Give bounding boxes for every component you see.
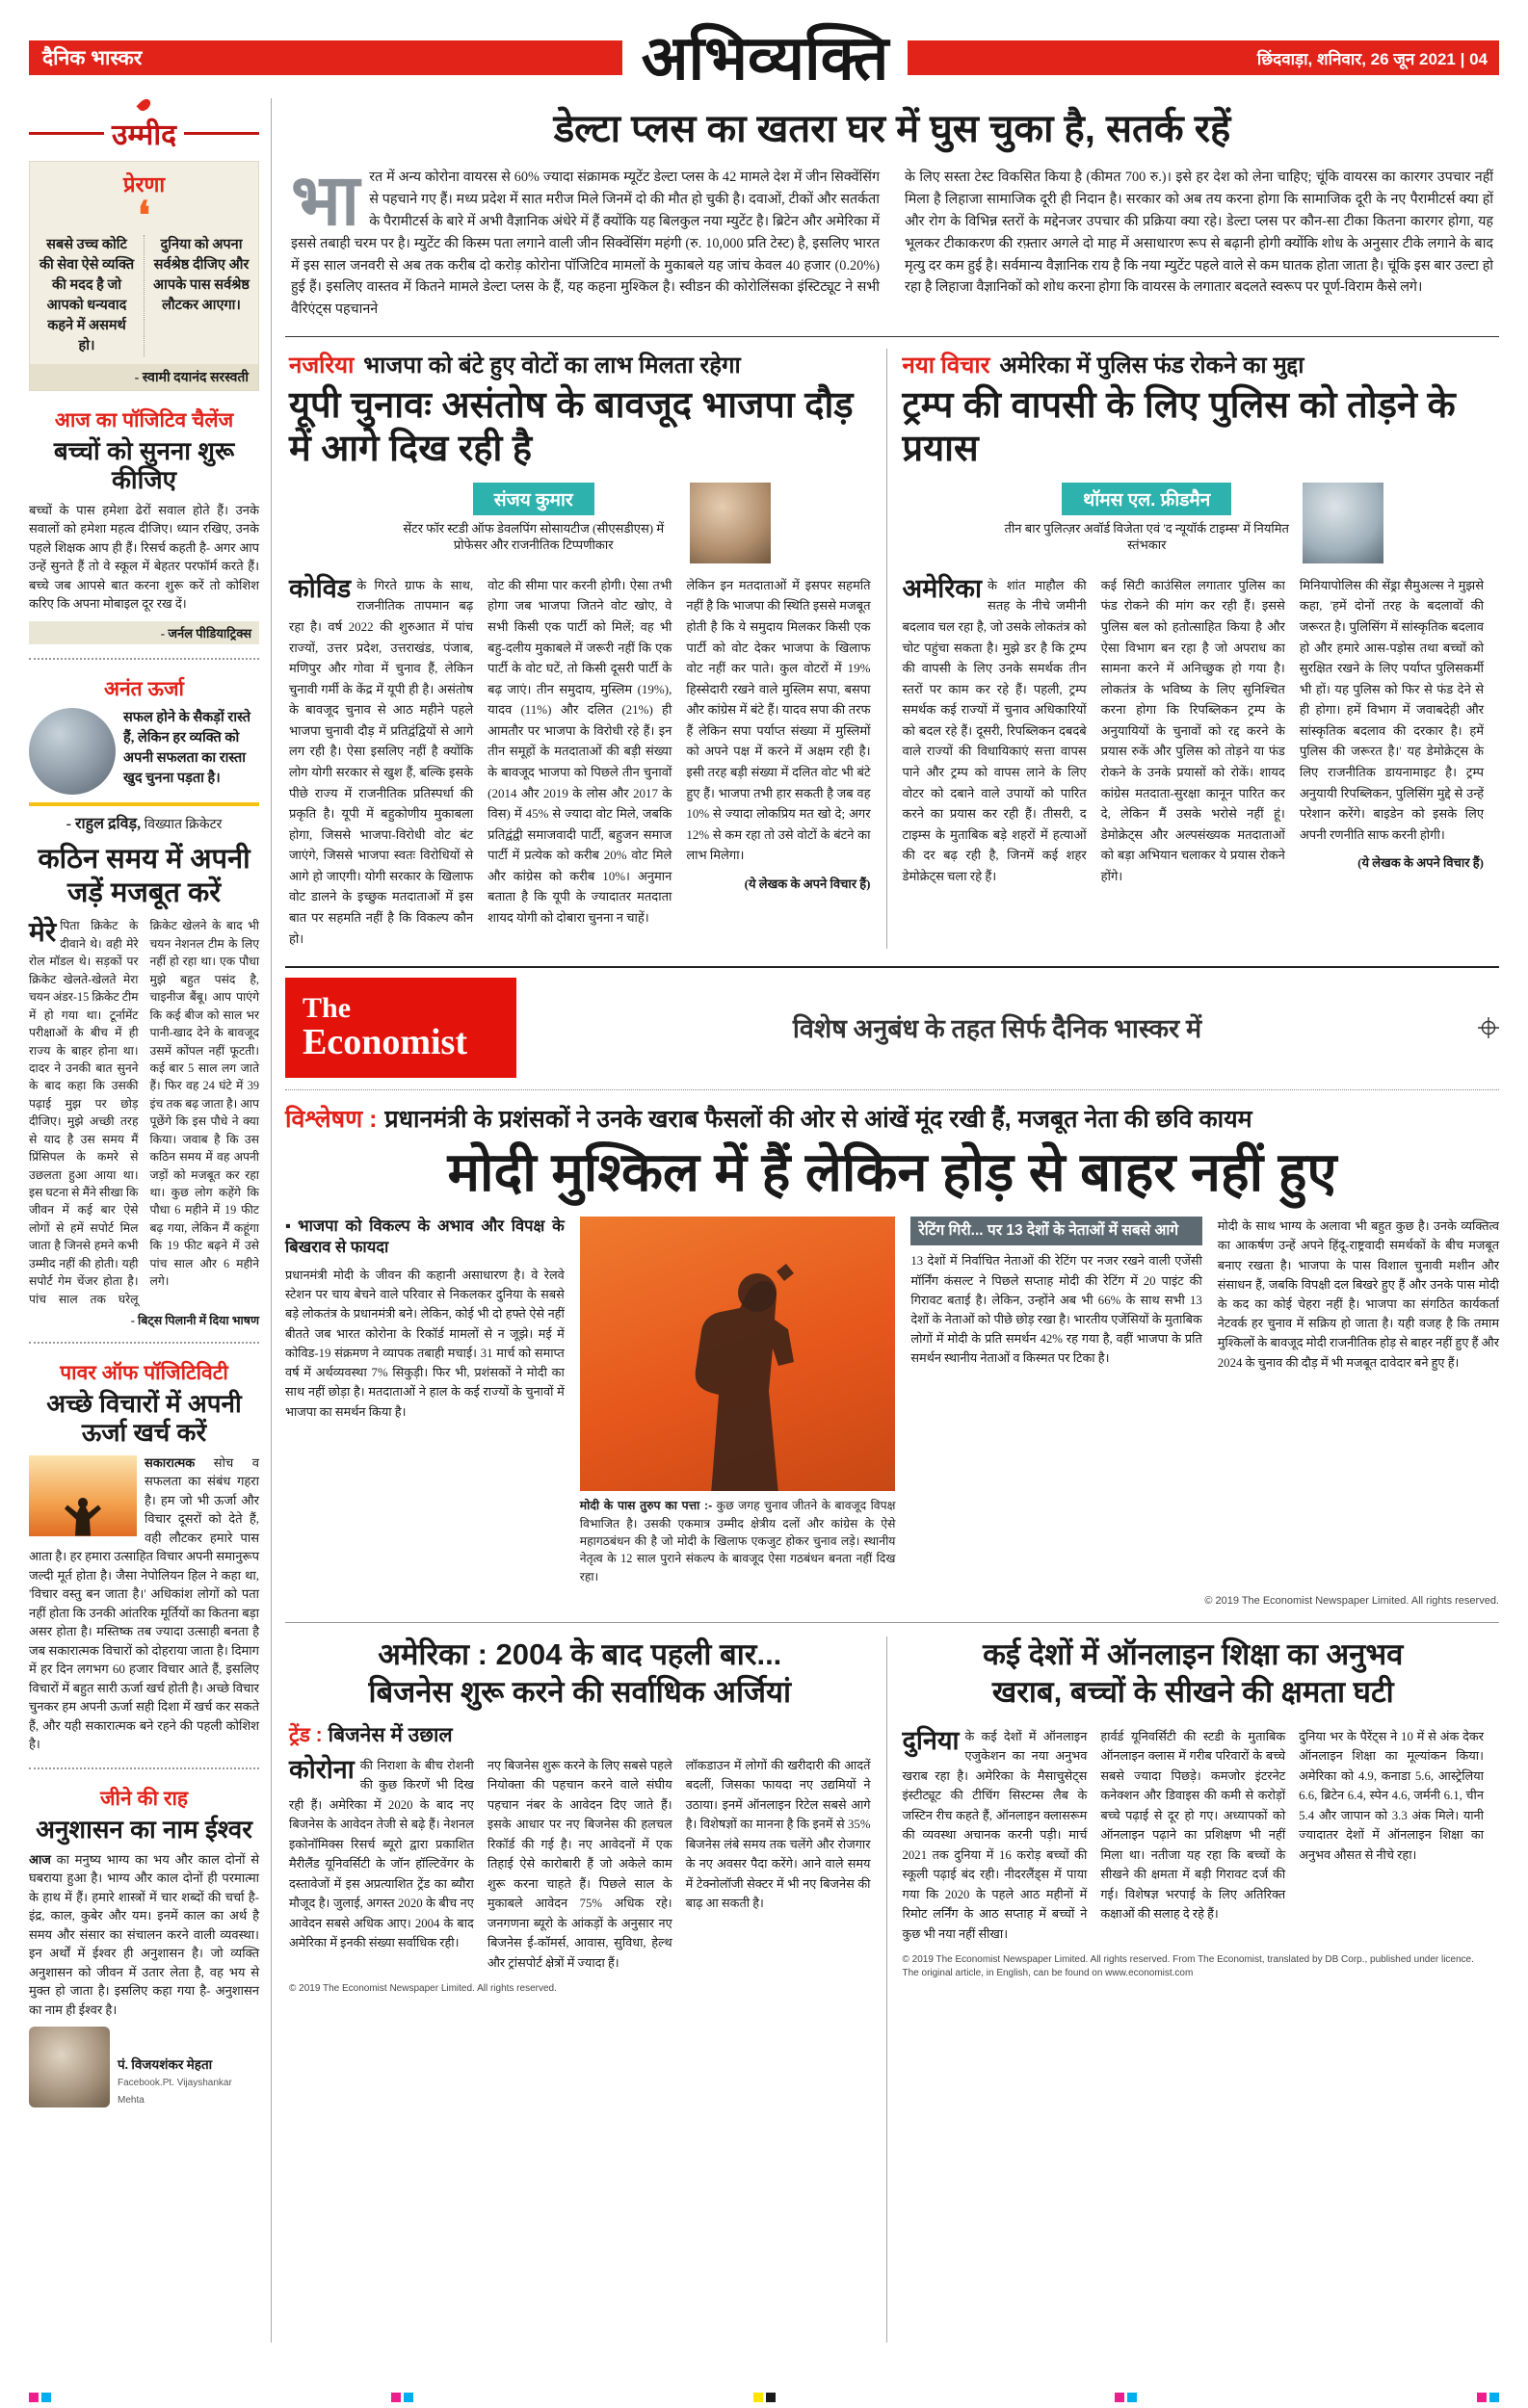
brand-bar <box>29 40 622 75</box>
naya-vichar-kicker-text: अमेरिका में पुलिस फंड रोकने का मुद्दा <box>999 353 1304 380</box>
vishleshan-text: प्रधानमंत्री के प्रशंसकों ने उनके खराब फैसलों की ओर से आंखें मूंद रखी हैं, मजबूत नेता की छवि कायम <box>384 1105 1252 1133</box>
rule-line <box>184 132 259 135</box>
education-col3: दुनिया भर के पैरेंट्स ने 10 में से अंक देकर ऑनलाइन शिक्षा का मूल्यांकन किया। अमेरिका को 4.9, कनाडा 5.6, आस्ट्रेलिया 6.6, ब्रिटेन 6.4, स्पेन 4.6, जर्मनी 6.1, चीन 5.4 और जापान को 3.3 अंक मिले। यानी ज्यादातर देशों में ऑनलाइन शिक्षा का अनुभव औसत से नीचे रहा। <box>1299 1729 1484 1862</box>
author-description: सेंटर फॉर स्टडी ऑफ डेवलपिंग सोसायटीज (सीएसडीएस) में प्रोफेसर और राजनीतिक टिप्पणीकार <box>403 520 665 553</box>
section-divider <box>29 1342 259 1344</box>
modi-col1 <box>285 1217 565 1585</box>
ummeed-ornament-icon <box>136 97 152 114</box>
delta-headline: डेल्टा प्लस का खतरा घर में घुस चुका है, सतर्क रहें <box>553 108 1231 150</box>
nazariya-byline <box>289 483 871 563</box>
delta-col1 <box>291 160 880 321</box>
prerna-box <box>29 161 259 391</box>
nazariya-kicker-text: भाजपा को बंटे हुए वोटों का लाभ मिलता रहेगा <box>363 353 741 380</box>
anant-urja-section <box>29 675 259 1328</box>
author-name: थॉमस एल. फ्रीडमैन <box>1062 483 1231 515</box>
delta-col2: के लिए सस्ता टेस्ट विकसित किया है (कीमत 700 रु.)। इसे हर देश को लेना चाहिए; चूंकि वायरस का कारगर उपचार नहीं मिला है लिहाजा सामाजिक दूरी ही निदान है। सरकार को अब तय करना होगा कि सामाजिक दूरी के नए पैरामीटर्स क्या हों और रोग के विभिन्न स्तरों के मद्देनजर उपचार की प्रक्रिया क्या रहे। डेल्टा प्लस पर कौन-सा टीका कितना कारगर होगा, यह भूलकर टीकाकरण की रफ़्तार अगले दो माह में असाधारण रूप से बढ़ानी होगी क्योंकि शोध के अनुसार टीके लगाने के बाद मृत्यु दर कम हुई है। सर्वमान्य वैज्ञानिक राय है कि नया म्युटेंट पहले वाले से कम घातक होता जाता है। चूंकि इस बार उल्टा हो रहा है लिहाजा वैज्ञानिकों को शोध करना होगा कि वायरस के लगातार बदलते स्वरूप पर पूर्ण-विराम कैसे लगे। <box>905 170 1493 296</box>
jeene-lead: आज <box>29 1851 51 1867</box>
nazariya-leadword: कोविड <box>289 573 352 603</box>
vishleshan-label: विश्लेषण : <box>285 1105 378 1133</box>
business-text1: की निराशा के बीच रोशनी की कुछ किरणें भी दिख रही हैं। अमेरिका में 2020 के बाद नए बिजनेस के आवेदन तेजी से बढ़े हैं। नेशनल इकोनॉमिक्स रिसर्च ब्यूरो द्वारा प्रकाशित मैरीलैंड यूनिवर्सिटी के जॉन हॉल्टिवेंगर के दस्तावेजों में इस अप्रत्याशित ट्रेंड का ब्यौरा मौजूद है। जुलाई, अगस्त 2020 के बीच नए आवेदन सबसे अधिक आए। 2004 के बाद अमेरिका में इनकी संख्या सर्वाधिक रही। <box>289 1758 474 1950</box>
author-description: तीन बार पुलित्ज़र अवॉर्ड विजेता एवं 'द न्यूयॉर्क टाइम्स' में नियमित स्तंभकार <box>1004 520 1289 553</box>
date-bar <box>908 40 1499 75</box>
challenge-headline: बच्चों को सुनना शुरू कीजिए <box>53 436 235 494</box>
mehta-caption <box>118 2055 259 2107</box>
naya-vichar-col1 <box>903 575 1087 887</box>
mehta-credit: Facebook.Pt. Vijayshankar Mehta <box>118 2078 232 2107</box>
paper-name: दैनिक भास्कर <box>42 47 143 69</box>
modi-col4: मोदी के साथ भाग्य के अलावा भी बहुत कुछ है। उनके व्यक्तित्व का आकर्षण उन्हें अपने हिंदू-राष्ट्रवादी समर्थकों के बीच मजबूत बनाए रखता है। भाजपा के पास विशाल चुनावी मशीन और संसाधन हैं, जबकि विपक्षी दल बिखरे हुए हैं और उनके पास मोदी के कद का कोई चेहरा नहीं है। भाजपा का संगठित कार्यकर्ता नेटवर्क हर चुनाव में सक्रिय हो जाता है। यही वजह है कि तमाम मुश्किलों के बावजूद मोदी राजनीतिक होड़ से बाहर नहीं हुए हैं और 2024 के चुनाव की दौड़ में भी मजबूत दावेदार बने हुए हैं। <box>1217 1219 1499 1370</box>
prerna-title: प्रेरणा <box>122 172 166 196</box>
business-headline-line2: बिजनेस शुरू करने की सर्वाधिक अर्जियां <box>368 1675 791 1710</box>
nazariya-col1 <box>289 575 473 949</box>
modi-lead-body: प्रधानमंत्री मोदी के जीवन की कहानी असाधारण है। वे रेलवे स्टेशन पर चाय बेचने वाले परिवार से निकलकर दुनिया के सबसे बड़े लोकतंत्र के प्रधानमंत्री बने। लेकिन, कोई भी दो हफ्ते ऐसे नहीं बीतते जब भारत कोरोना के रिकॉर्ड मामलों से न जूझे। मई में कोविड-19 संक्रमण ने व्यापक तबाही मचाई। 31 मार्च को समाप्त वर्ष में अर्थव्यवस्था 7% सिकुड़ी। फिर भी, प्रशंसकों ने मोदी का साथ नहीं छोड़ा है। मतदाताओं ने हाल के कई राज्यों के चुनावों में भाजपा का समर्थन किया है। <box>285 1269 565 1419</box>
challenge-kicker: आज का पॉजिटिव चैलेंज <box>54 409 234 432</box>
print-registration-mark <box>753 2393 776 2402</box>
education-headline-line2: खराब, बच्चों के सीखने की क्षमता घटी <box>991 1675 1394 1710</box>
section-divider <box>29 1767 259 1769</box>
ummeed-label: उम्मीद <box>111 119 177 151</box>
main-column <box>285 98 1499 2343</box>
yellow-rule <box>29 802 259 806</box>
power-text: सोच व सफलता का संबंध गहरा है। हम जो भी ऊर्जा और विचार दूसरों को देते हैं, वही लौटकर हमारे पास आता है। हर हमारा उत्साहित विचार अपनी समानुरूप जल्दी मूर्त होता है। जैसा नेपोलियन हिल ने कहा था, 'विचार वस्तु बन जाता है।' अधिकांश लोगों को पता नहीं होता कि उनकी आंतरिक मूर्तियों का कितना बड़ा असर होता है। मस्तिष्क तब ज्यादा उत्साही बनता है जब सकारात्मक विचारों को दोहराया जाता है। दिमाग में हर दिन लगभग 60 हजार विचार आते हैं, इसलिए विचारों में बहुत सारी ऊर्जा खर्च होती है। अच्छे विचार चुनकर हम अपनी ऊर्जा सही दिशा में खर्च कर सकते हैं, और यही सकारात्मक बने रहने की पहली कोशिश है। <box>29 1454 259 1752</box>
naya-vichar-label: नया विचार <box>902 353 990 380</box>
jeene-body <box>29 1850 259 2020</box>
modi-photo-group <box>580 1217 896 1585</box>
anant-quote: सफल होने के सैकड़ों रास्ते हैं, लेकिन हर व्यक्ति को अपनी सफलता का रास्ता खुद चुनना पड़ता है। <box>123 709 250 786</box>
modi-rating-box <box>910 1217 1201 1585</box>
dravid-attribution: - बिट्स पिलानी में दिया भाषण <box>130 1314 259 1328</box>
modi-lead-title: ▪ भाजपा को विकल्प के अभाव और विपक्ष के बिखराव से फायदा <box>285 1217 565 1256</box>
naya-vichar-leadword: अमेरिका <box>902 573 983 603</box>
print-registration-mark <box>1477 2393 1499 2402</box>
business-leadword: कोरोना <box>289 1754 355 1784</box>
education-headline-line1: कई देशों में ऑनलाइन शिक्षा का अनुभव <box>983 1637 1404 1672</box>
modi-caption-title: मोदी के पास तुरुप का पत्ता :- <box>579 1499 713 1513</box>
left-sidebar <box>29 98 272 2343</box>
naya-vichar-headline: ट्रम्प की वापसी के लिए पुलिस को तोड़ने के प्रयास <box>902 385 1456 469</box>
modi-photo <box>580 1217 896 1491</box>
jeene-headline: अनुशासन का नाम ईश्वर <box>36 1814 252 1844</box>
dravid-headline: कठिन समय में अपनी जड़ें मजबूत करें <box>38 843 250 908</box>
quote-left: सबसे उच्च कोटि की सेवा ऐसे व्यक्ति की मदद है जो आपको धन्यवाद कहने में असमर्थ हो। <box>39 237 135 354</box>
business-col2: नए बिजनेस शुरू करने के लिए सबसे पहले नियोक्ता की पहचान करने वाले संघीय पहचान नंबर के आवेदन दिए जाते हैं। इसके आधार पर नए बिजनेस की हलचल रिकॉर्ड की गई है। नए आवेदनों में एक तिहाई ऐसे कारोबारी हैं जो अकेले काम शुरू करना चाहते हैं। पिछले साल के मुकाबले आवेदन 75% अधिक रहे। जनगणना ब्यूरो के आंकड़ों के अनुसार नए बिजनेस ई-कॉमर्स, आवास, सुविधा, हेल्थ और ट्रांसपोर्ट क्षेत्रों में ज्यादा हैं। <box>487 1758 672 1970</box>
delta-dropcap: भा <box>291 160 360 240</box>
page-title: अभिव्यक्ति <box>641 23 889 92</box>
anant-author-role: विख्यात क्रिकेटर <box>144 817 223 832</box>
anant-kicker: अनंत ऊर्जा <box>103 677 184 700</box>
education-leadword: दुनिया <box>902 1725 960 1755</box>
economist-tagline: विशेष अनुबंध के तहत सिर्फ दैनिक भास्कर में <box>792 1014 1202 1044</box>
power-kicker: पावर ऑफ पॉजिटिविटी <box>60 1362 228 1385</box>
trend-text: बिजनेस में उछाल <box>328 1723 453 1746</box>
economist-logo <box>285 978 516 1077</box>
nazariya-article <box>285 349 887 949</box>
anant-author: - राहुल द्रविड़, <box>66 815 142 832</box>
economist-band <box>285 966 1499 1089</box>
business-headline-line1: अमेरिका : 2004 के बाद पहली बार... <box>378 1637 782 1672</box>
print-registration-marks <box>29 2393 1499 2402</box>
nazariya-text3: लेकिन इन मतदाताओं में इसपर सहमति नहीं है कि भाजपा की स्थिति इससे मजबूत होती है कि ये समुदाय मिलकर किसी एक पार्टी को वोट देकर भाजपा के खिलाफ वोट नहीं कर पाते। कुल वोटरों में 19% हिस्सेदारी रखने वाले मुस्लिम सपा, बसपा और कांग्रेस में बंटे हैं। यादव सपा की तरफ हैं लेकिन सपा पर्याप्त संख्या में मुस्लिमों को अपने पक्ष में करने में अक्षम रही है। इसी तरह बड़ी संख्या में दलित वोट भी बंटे हुए हैं। भाजपा तभी हार सकती है जब वह 10% से ज्यादा लोकप्रिय मत खो दे; अगर 12% से कम रहा तो उसे वोटों के बंटने का लाभ मिलेगा। <box>686 577 871 863</box>
trend-label: ट्रेंड : <box>289 1723 323 1746</box>
nazariya-col3 <box>686 575 870 949</box>
nazariya-outro: (ये लेखक के अपने विचार हैं) <box>744 876 871 891</box>
power-body <box>29 1453 259 1754</box>
masthead-bar <box>29 23 1499 92</box>
rule-line <box>29 132 104 135</box>
education-col2: हार्वर्ड यूनिवर्सिटी की स्टडी के मुताबिक ऑनलाइन क्लास में गरीब परिवारों के बच्चे सबसे ज्यादा पिछड़े। कमजोर इंटरनेट कनेक्शन और डिवाइस की कमी से करोड़ों बच्चे पढ़ाई से दूर हो गए। अध्यापकों को ऑनलाइन पढ़ाने का प्रशिक्षण भी नहीं मिला था। नतीजा यह रहा कि बच्चों के सीखने की क्षमता में बड़ी गिरावट दर्ज की गई। विशेषज्ञ भरपाई के लिए अतिरिक्त कक्षाओं की सलाह दे रहे हैं। <box>1100 1729 1286 1922</box>
challenge-attribution: - जर्नल पीडियाट्रिक्स <box>29 621 259 644</box>
nazariya-text1: के गिरते ग्राफ के साथ, राजनीतिक तापमान बढ़ रहा है। वर्ष 2022 की शुरुआत में पांच राज्यों, उत्तर प्रदेश, उत्तराखंड, पंजाब, मणिपुर और गोवा में चुनाव हैं, लेकिन चुनावी गर्मी के केंद्र में यूपी ही है। असंतोष के बावजूद चुनाव से आठ महीने पहले भाजपा चुनावी दौड़ में प्रतिद्वंद्वियों से आगे लग रही है। ऐसा इसलिए नहीं है क्योंकि लोग योगी सरकार से खुश हैं, बल्कि इसके पीछे राज्य में राजनीतिक प्रतिस्पर्धा की प्रकृति है। यूपी में बहुकोणीय मुकाबला होगा, जिससे भाजपा-विरोधी वोट बंट जाएंगे, जिससे भाजपा स्वतः विरोधियों से आगे हो जाएगी। योगी सरकार के खिलाफ वोट डालने के इच्छुक मतदाताओं में इस बात पर सहमति नहीं है कि विकल्प कौन हो। <box>289 577 474 946</box>
economist-copyright: © 2019 The Economist Newspaper Limited. All rights reserved. <box>1204 1595 1499 1608</box>
author-name: संजय कुमार <box>473 483 594 515</box>
nazariya-headline: यूपी चुनावः असंतोष के बावजूद भाजपा दौड़ में आगे दिख रही है <box>289 385 854 469</box>
naya-vichar-byline <box>903 483 1485 563</box>
nazariya-col2: वोट की सीमा पार करनी होगी। ऐसा तभी होगा जब भाजपा जितने वोट खोए, वे सभी किसी एक पार्टी को मिलें; वह भी बहु-दलीय मुकाबले में जरूरी नहीं कि एक पार्टी के वोट घटें, तो किसी दूसरी पार्टी के बढ़ जाएं। तीन समुदाय, मुस्लिम (19%), यादव (11%) और दलित (21%) ही आमतौर पर भाजपा के विरोधी रहे हैं। इन तीन समूहों के मतदाताओं की बड़ी संख्या के बावजूद भाजपा को पिछले तीन चुनावों (2014 और 2019 के लोस और 2017 के विस) में 45% से ज्यादा वोट मिले, जबकि प्रतिद्वंद्वी समाजवादी पार्टी, बहुजन समाज पार्टी में प्रत्येक को करीब 20% वोट मिले और कांग्रेस को करीब 10%। अनुमान बताता है कि यूपी के ज्यादातर मतदाता शायद योगी को दोबारा चुनना न चाहें। <box>487 577 672 926</box>
rating-box-title: रेटिंग गिरी... पर 13 देशों के नेताओं में सबसे आगे <box>910 1217 1201 1245</box>
thomas-friedman-photo <box>1303 483 1383 563</box>
economist-logo-line2: Economist <box>303 1021 467 1062</box>
quote-divider <box>144 235 145 356</box>
delta-text1: रत में अन्य कोरोना वायरस से 60% ज्यादा संक्रामक म्यूटेंट डेल्टा प्लस के 42 मामले देश में जीन सिक्वेंसिंग से पहचाने गए हैं। मध्य प्रदेश में सात मरीज मिले जिनमें दो की मौत हो चुकी है। दवाओं, टीकों और सतर्कता के पैरामीटर्स के बारे में अभी वैज्ञानिक अंधेरे में हैं क्योंकि यह बिलकुल नया म्युटेंट है। ब्रिटेन और अमेरिका में इससे तबाही चरम पर है। म्युटेंट की किस्म पता लगाने वाली जीन सिक्वेंसिंग महंगी (रु. 10,000 प्रति टेस्ट) है, इसलिए भारत में इस साल जनवरी से अब तक करीब दो करोड़ कोरोना पॉजिटिव मामलों के मुकाबले यह जांच केवल 40 हजार (0.20%) हुई हैं। इसलिए वास्तव में कितने मामले डेल्टा प्लस के हैं, यह कहना मुश्किल है। स्वीडन की कोरोलिंसका इंस्टिट्यूट ने सभी वैरिएंट्स पहचानने <box>291 170 880 318</box>
modi-raised-fist-silhouette-icon <box>642 1264 834 1491</box>
jeene-ki-raah-section <box>29 1785 259 2107</box>
business-kicker <box>289 1721 871 1748</box>
print-registration-mark <box>1115 2393 1137 2402</box>
education-article <box>887 1636 1500 2343</box>
business-col3: लॉकडाउन में लोगों की खरीदारी की आदतें बदलीं, जिसका फायदा नए उद्यमियों ने उठाया। इनमें ऑनलाइन रिटेल सबसे आगे है। विशेषज्ञों का मानना है कि इनमें से 35% बिजनेस लंबे समय तक चलेंगे और रोजगार के नए अवसर पैदा करेंगे। आने वाले समय में टेक्नोलॉजी सेक्टर में भी नए बिजनेस की बाढ़ आ सकती है। <box>685 1758 871 1911</box>
bottom-article-row <box>285 1622 1499 2343</box>
person-arms-up-silhouette-icon <box>49 1484 117 1536</box>
naya-vichar-col3 <box>1300 575 1484 887</box>
quote-mark-icon: ❛ <box>138 194 150 237</box>
naya-vichar-article <box>887 349 1500 949</box>
modi-photo-caption <box>580 1497 896 1585</box>
education-col1 <box>903 1727 1088 1944</box>
nazariya-label: नजरिया <box>289 353 355 380</box>
power-of-positivity-section <box>29 1359 259 1754</box>
dateline: छिंदवाड़ा, शनिवार, 26 जून 2021 | 04 <box>1256 49 1488 68</box>
dravid-text: पिता क्रिकेट के दीवाने थे। वही मेरे रोल मॉडल थे। सड़कों पर क्रिकेट खेलते-खेलते मेरा चयन अंडर-15 क्रिकेट टीम में हो गया था। टूर्नामेंट परीक्षाओं के बीच में ही राज्य के बाहर होना था। दादर ने उनकी बात सुनने के बाद कहा कि उसकी पढ़ाई मुझ पर छोड़ दीजिए। मुझे अच्छी तरह से याद है उस समय मैं प्रिंसिपल के कमरे से उछलता हुआ आया था। इस घटना से मैंने सीखा कि जीवन में कई बार ऐसे लोगों से हमें सपोर्ट मिल जाता है जिनसे हमने कभी उम्मीद नहीं की होती। यही सपोर्ट गेम चेंजर होता है। पांच साल तक घरेलू क्रिकेट खेलने के बाद भी चयन नेशनल टीम के लिए नहीं हो रहा था। एक पौधा मुझे बहुत पसंद है, चाइनीज बैंबू। आप पाएंगे कि कई बीज को साल भर पानी-खाद देने के बावजूद उसमें कोंपल नहीं फूटती। कई बार 5 साल लग जाते हैं। फिर वह 24 घंटे में 39 इंच तक बढ़ जाता है। आप पूछेंगे कि इस पौधे ने क्या किया। जवाब है कि उस कठिन समय में वह अपनी जड़ों को मजबूत कर रहा था। कुछ लोग कहेंगे कि पौधा 6 महीने में 19 फीट बढ़ गया, लेकिन मैं कहूंगा कि 19 फीट बढ़ने में उसे पांच साल और 6 महीने लगे। <box>29 919 259 1306</box>
anant-attribution <box>29 812 259 833</box>
naya-vichar-text3: मिनियापोलिस की सेंड्रा सैमुअल्स ने मुझसे कहा, 'हमें दोनों तरह के बदलावों की जरूरत है। पुलिसिंग में सांस्कृतिक बदलाव हो और हमारे आस-पड़ोस तथा बच्चों को सुरक्षित रखने के लिए पर्याप्त पुलिसकर्मी भी हों। यह पुलिस को फिर से फंड देने से ही होगा। हमें विभाग में जवाबदेही और सांस्कृतिक बदलाव की दरकार है। हमें पुलिस की जरूरत है।' यह डेमोक्रेट्स के लिए राजनीतिक डायनामाइट है। ट्रम्प अनुयायी रिपब्लिकन, पुलिसिंग मुद्दे से उन्हें परेशान करेंगे। बाइडेन को इसके लिए अपनी रणनीति साफ करनी होगी। <box>1299 577 1485 842</box>
oped-row <box>285 349 1499 949</box>
modi-headline: मोदी मुश्किल में हैं लेकिन होड़ से बाहर नहीं हुए <box>447 1140 1337 1202</box>
registration-cross-icon <box>1478 1017 1499 1038</box>
naya-vichar-text1: के शांत माहौल की सतह के नीचे जमीनी बदलाव चल रहा है, जो उसके लोकतंत्र को चोट पहुंचा सकता है। मुझे डर है कि ट्रम्प की वापसी के लिए उनके समर्थक तीन स्तरों पर काम कर रहे हैं। पहली, ट्रम्प समर्थक कई राज्यों में चुनाव अधिकारियों को बदल रहे हैं। दूसरी, रिपब्लिकन दबदबे वाले राज्यों की विधायिकाएं सत्ता वापस पाने और ट्रम्प को वापस लाने के लिए वोटर को दबाने वाले उपायों को पारित करने का प्रयास कर रही हैं। तीसरी, द टाइम्स के मुताबिक बड़े शहरों में हत्याओं की दर बढ़ रही है, जिनमें कई शहर डेमोक्रेट्स चला रहे हैं। <box>902 577 1087 883</box>
naya-vichar-kicker <box>903 349 1485 380</box>
vijayshankar-mehta-photo <box>29 2027 110 2107</box>
vishleshan-kicker <box>285 1102 1499 1135</box>
print-registration-mark <box>391 2393 413 2402</box>
quote-attribution: - स्वामी दयानंद सरस्वती <box>30 364 258 390</box>
positive-challenge-section <box>29 406 259 644</box>
section-divider <box>29 658 259 660</box>
economist-logo-line1: The <box>303 992 352 1025</box>
dravid-body <box>29 917 259 1308</box>
nazariya-kicker <box>289 349 871 380</box>
business-article <box>285 1636 887 2343</box>
rating-box-body: 13 देशों में निर्वाचित नेताओं की रेटिंग पर नजर रखने वाली एजेंसी मॉर्निंग कंसल्ट ने पिछले सप्ताह मोदी की रेटिंग में 20 पाइंट की गिरावट बताई है। लेकिन, उन्होंने अब भी 66% के साथ सभी 13 देशों के नेताओं को पीछे छोड़ रखा है। भारतीय एजेंसियों के मुताबिक लोगों में मोदी के प्रति समर्थन 42% रह गया है, वहीं भाजपा के प्रति समर्थन स्थानीय नेताओं व किस्मत पर टिका है। <box>910 1254 1202 1366</box>
print-registration-mark <box>29 2393 51 2402</box>
rahul-dravid-photo <box>29 708 116 795</box>
education-copyright: © 2019 The Economist Newspaper Limited. All rights reserved. From The Economist, translated by DB Corp., published under licence. The original article, in English, can be found on www.economist.com <box>902 1954 1474 1978</box>
naya-vichar-col2: कई सिटी काउंसिल लगातार पुलिस का फंड रोकने की मांग कर रही हैं। इससे पुलिस बल को हतोत्साहित किया है और ऐसा विभाग बन रहा है जो अपराध का सामना करने में अनिच्छुक हो गया है। लोकतंत्र के भविष्य के लिए सुनिश्चित करना होगा कि रिपब्लिकन ट्रम्प के अनुयायियों के चुनावों को रद्द करने के प्रयास रुकें और पुलिस को तोड़ने या फंड रोकने के उनके प्रयासों को रोकें। शायद कांग्रेस मतदाता-सुरक्षा कानून पारित कर दे, लेकिन मैं उसके भरोसे नहीं हूं। डेमोक्रेट्स और अल्पसंख्यक मतदाताओं को बड़ा अभियान चलाकर ये प्रयास रोकने होंगे। <box>1100 577 1285 883</box>
modi-caption-text: कुछ जगह चुनाव जीतने के बावजूद विपक्ष विभाजित है। उसकी एकमात्र उम्मीद क्षेत्रीय दलों और कांग्रेस के ऐसे महागठबंधन की है जो मोदी के खिलाफ एकजुट होकर चुनाव लड़े। स्थानीय नेतृत्व के 12 साल पुराने संकल्प के बावजूद ऐसा गठबंधन बनता नहीं दिख रहा। <box>579 1499 896 1584</box>
naya-vichar-outro: (ये लेखक के अपने विचार हैं) <box>1357 855 1485 871</box>
business-copyright: © 2019 The Economist Newspaper Limited. All rights reserved. <box>289 1983 557 1995</box>
dravid-dropcap: मेरे <box>29 917 57 948</box>
power-lead: सकारात्मक <box>145 1454 196 1470</box>
modi-analysis-article <box>285 1090 1499 1608</box>
power-headline: अच्छे विचारों में अपनी ऊर्जा खर्च करें <box>46 1389 242 1447</box>
quote-right: दुनिया को अपना सर्वश्रेष्ठ दीजिए और आपके पास सर्वश्रेष्ठ लौटकर आएगा। <box>153 237 250 314</box>
sunrise-arms-photo <box>29 1455 137 1536</box>
jeene-kicker: जीने की राह <box>99 1787 189 1810</box>
education-text1: के कई देशों में ऑनलाइन एजुकेशन का नया अनुभव खराब रहा है। अमेरिका के मैसाचुसेट्स इंस्टीट्यूट की टीचिंग सिस्टम्स लैब के जस्टिन रीच कहते हैं, ऑनलाइन क्लासरूम की व्यवस्था अचानक करनी पड़ी। मार्च 2021 तक दुनिया में 16 करोड़ बच्चों की स्कूली पढ़ाई बंद रही। नीदरलैंड्स में पाया गया कि 2020 के पहले आठ महीनों में रिमोट लर्निंग के आठ सप्ताह में बच्चों ने कुछ भी नया नहीं सीखा। <box>902 1729 1088 1941</box>
square-bullet-icon: ▪ <box>285 1217 295 1236</box>
ummeed-header <box>29 114 259 153</box>
delta-plus-article <box>285 98 1499 321</box>
sanjay-kumar-photo <box>690 483 771 563</box>
horizontal-rule <box>285 336 1499 337</box>
mehta-name: पं. विजयशंकर मेहता <box>118 2057 213 2073</box>
challenge-body: बच्चों के पास हमेशा ढेरों सवाल होते हैं। उनके सवालों को हमेशा महत्व दीजिए। ध्यान रखिए, उनके पहले शिक्षक आप ही हैं। रिसर्च कहती है- अगर आप उन्हें सुनते हैं तो वे स्कूल में बेहतर परफॉर्म करते हैं। बच्चे जब आपसे बात करना शुरू करें तो कोशिश करिए कि अपना मोबाइल दूर रख दें। <box>29 502 259 612</box>
business-col1 <box>289 1756 474 1973</box>
jeene-text: का मनुष्य भाग्य का भय और काल दोनों से घबराया हुआ है। भाग्य और काल दोनों ही परमात्मा के हाथ में हैं। हमारे शास्त्रों में चार शब्दों की चर्चा है- इंद्र, काल, कुबेर और यम। इनमें काल का अर्थ है समय और संसार का संचालन करने वाली व्यवस्था। इन अर्थों में ईश्वर ही अनुशासन है। जो व्यक्ति अनुशासन को जीवन में उतार लेता है, वह भय से मुक्त हो जाता है। इसलिए कहा गया है- अनुशासन का नाम ही ईश्वर है। <box>29 1851 259 2017</box>
